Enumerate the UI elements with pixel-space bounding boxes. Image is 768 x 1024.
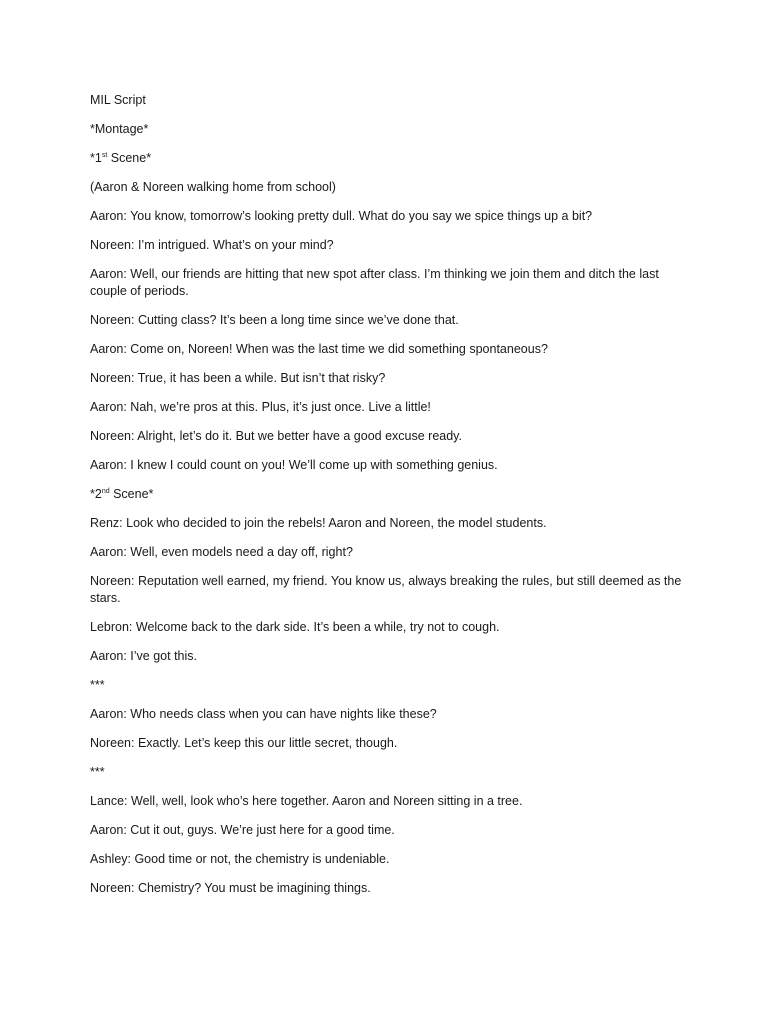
dialogue-line: Noreen: Exactly. Let’s keep this our little secret, though.	[90, 736, 398, 750]
script-page	[90, 92, 690, 909]
montage-heading: *Montage*	[90, 122, 149, 136]
dialogue-line: Aaron: Nah, we’re pros at this. Plus, it’s just once. Live a little!	[90, 400, 431, 414]
scene-break: ***	[90, 678, 105, 692]
dialogue-line: Aaron: Who needs class when you can have nights like these?	[90, 707, 437, 721]
dialogue-line: Aaron: Come on, Noreen! When was the last time we did something spontaneous?	[90, 342, 548, 356]
scene-1-heading: *1st Scene*	[90, 151, 152, 165]
dialogue-line: Aaron: You know, tomorrow’s looking pretty dull. What do you say we spice things up a bit?	[90, 209, 593, 223]
dialogue-line: Aaron: Well, even models need a day off, right?	[90, 545, 353, 559]
dialogue-line: Aaron: I’ve got this.	[90, 649, 198, 663]
dialogue-line: Aaron: Cut it out, guys. We’re just here for a good time.	[90, 823, 395, 837]
scene-2-heading: *2nd Scene*	[90, 487, 154, 501]
dialogue-line: Lance: Well, well, look who’s here together. Aaron and Noreen sitting in a tree.	[90, 794, 523, 808]
dialogue-line: Noreen: Cutting class? It’s been a long time since we’ve done that.	[90, 313, 459, 327]
dialogue-line: Noreen: Chemistry? You must be imagining things.	[90, 881, 371, 895]
dialogue-line: Noreen: Alright, let’s do it. But we better have a good excuse ready.	[90, 429, 462, 443]
stage-direction: (Aaron & Noreen walking home from school)	[90, 180, 336, 194]
dialogue-line: Aaron: I knew I could count on you! We’ll come up with something genius.	[90, 458, 498, 472]
document-title: MIL Script	[90, 93, 146, 107]
dialogue-line: Aaron: Well, our friends are hitting that new spot after class. I’m thinking we join them and ditch the last couple of periods.	[90, 267, 659, 298]
scene-break: ***	[90, 765, 105, 779]
dialogue-line: Noreen: I’m intrigued. What’s on your mind?	[90, 238, 334, 252]
dialogue-line: Ashley: Good time or not, the chemistry is undeniable.	[90, 852, 390, 866]
dialogue-line: Renz: Look who decided to join the rebels! Aaron and Noreen, the model students.	[90, 516, 547, 530]
dialogue-line: Noreen: Reputation well earned, my friend. You know us, always breaking the rules, but still deemed as the stars.	[90, 574, 682, 605]
dialogue-line: Lebron: Welcome back to the dark side. It’s been a while, try not to cough.	[90, 620, 500, 634]
dialogue-line: Noreen: True, it has been a while. But isn’t that risky?	[90, 371, 386, 385]
